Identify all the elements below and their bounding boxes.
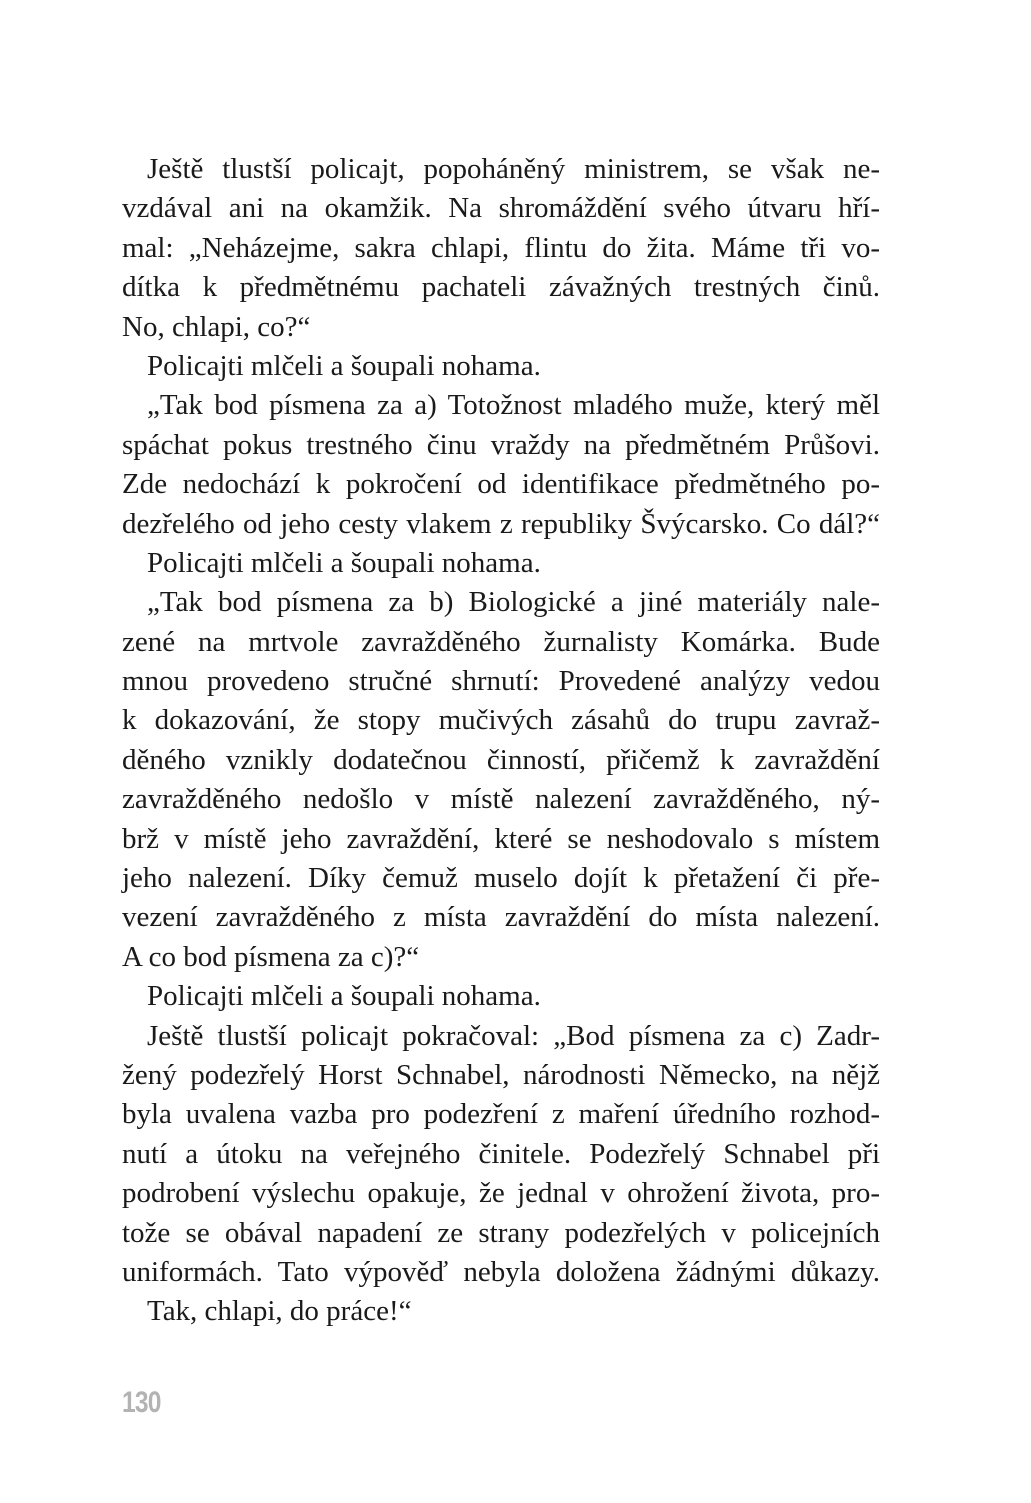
- text-line: mnou provedeno stručné shrnutí: Provedené analýzy vedou: [122, 665, 880, 698]
- text-line: Ještě tlustší policajt, popoháněný ministrem, se však ne-: [147, 153, 880, 185]
- text-line: Policajti mlčeli a šoupali nohama.: [147, 349, 541, 382]
- text-line: vzdával ani na okamžik. Na shromáždění svého útvaru hří-: [122, 192, 880, 225]
- text-line: zavražděného nedošlo v místě nalezení zavražděného, ný-: [122, 783, 880, 816]
- text-line: Ještě tlustší policajt pokračoval: „Bod písmena za c) Zadr-: [147, 1019, 880, 1052]
- text-line: děného vznikly dodatečnou činností, přičemž k zavraždění: [122, 743, 880, 776]
- text-line: A co bod písmena za c)?“: [122, 940, 420, 973]
- text-line: „Tak bod písmena za b) Biologické a jiné materiály nale-: [147, 586, 880, 619]
- text-line: tože se obával napadení ze strany podezřelých v policejních: [122, 1216, 880, 1249]
- text-line: Policajti mlčeli a šoupali nohama.: [147, 546, 541, 579]
- text-line: spáchat pokus trestného činu vraždy na předmětném Průšovi.: [122, 428, 880, 461]
- body-text: [122, 150, 880, 1332]
- text-line: byla uvalena vazba pro podezření z maření úředního rozhod-: [122, 1098, 880, 1131]
- text-line: Zde nedochází k pokročení od identifikace předmětného po-: [122, 468, 880, 501]
- text-line: žený podezřelý Horst Schnabel, národnosti Německo, na nějž: [122, 1058, 880, 1091]
- text-line: Policajti mlčeli a šoupali nohama.: [147, 980, 541, 1013]
- page-number: 130: [122, 1386, 161, 1419]
- text-line: jeho nalezení. Díky čemuž muselo dojít k přetažení či pře-: [122, 862, 880, 895]
- text-line: brž v místě jeho zavraždění, které se neshodovalo s místem: [122, 822, 880, 855]
- text-line: dítka k předmětnému pachateli závažných trestných činů.: [122, 271, 880, 304]
- text-line: nutí a útoku na veřejného činitele. Podezřelý Schnabel při: [122, 1137, 880, 1170]
- text-line: Tak, chlapi, do práce!“: [147, 1295, 412, 1328]
- text-line: vezení zavražděného z místa zavraždění do místa nalezení.: [122, 901, 880, 934]
- text-line: k dokazování, že stopy mučivých zásahů do trupu zavraž-: [122, 704, 880, 737]
- text-line: „Tak bod písmena za a) Totožnost mladého muže, který měl: [147, 389, 880, 422]
- text-line: No, chlapi, co?“: [122, 310, 311, 343]
- text-line: mal: „Neházejme, sakra chlapi, flintu do žita. Máme tři vo-: [122, 231, 880, 264]
- text-line: zené na mrtvole zavražděného žurnalisty Komárka. Bude: [122, 625, 880, 658]
- text-line: uniformách. Tato výpověď nebyla doložena žádnými důkazy.: [122, 1255, 880, 1288]
- text-line: dezřelého od jeho cesty vlakem z republiky Švýcarsko. Co dál?“: [122, 507, 880, 540]
- text-line: podrobení výslechu opakuje, že jednal v ohrožení života, pro-: [122, 1177, 880, 1210]
